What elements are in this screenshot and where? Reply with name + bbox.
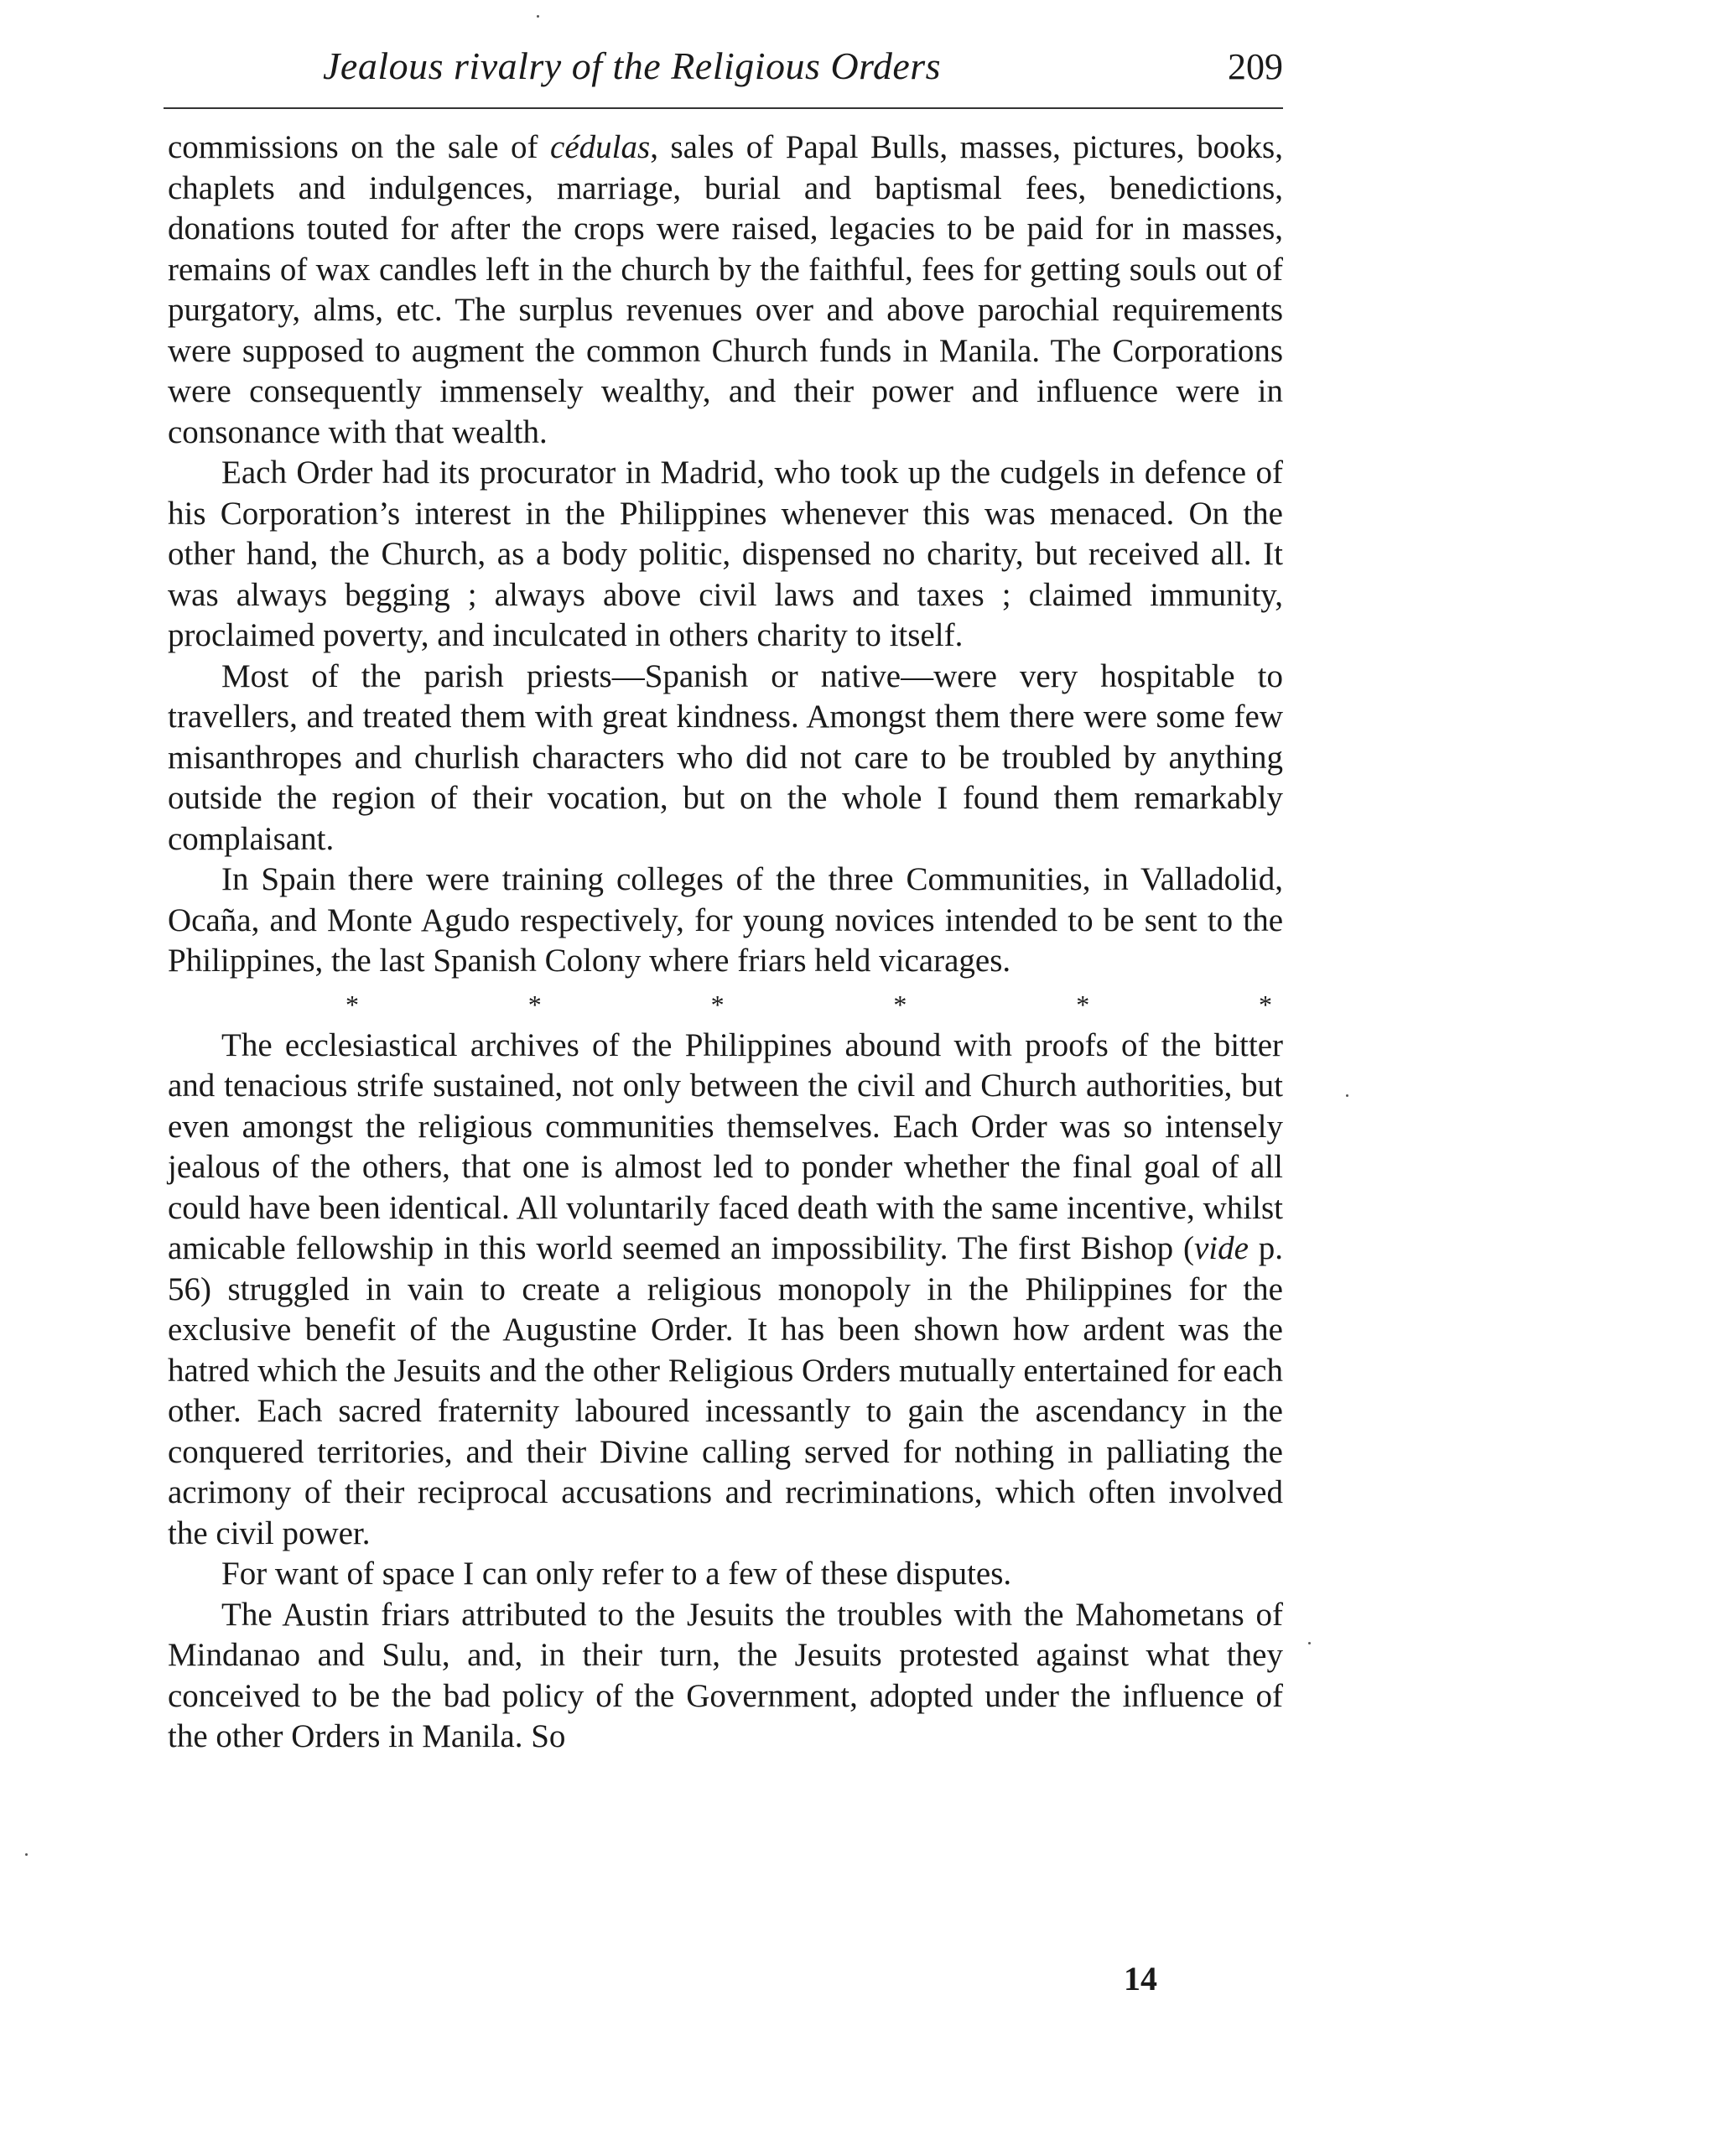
section-break-star: *: [527, 989, 542, 1020]
cedulas-italic: cédulas: [550, 129, 651, 165]
scan-speck: [537, 15, 539, 18]
paragraph-5-text-a: The ecclesiastical archives of the Philippines abound with proofs of the bitter and tenacious strife sustained, not only between the civil and Church authorities, but even amongst the religious communities themselves. Each Order was so intensely jealous of the others, that one is almost led to ponder whether the final goal of all could have been identical. All voluntarily faced death with the same incentive, whilst amicable fellowship in this world seemed an impossibility. The first Bishop (: [168, 1026, 1283, 1266]
section-break: [345, 990, 1272, 1019]
paragraph-5-text-b: p. 56) struggled in vain to create a religious monopoly in the Philippines for the exclusive benefit of the Augustine Order. It has been shown how ardent was the hatred which the Jesuits and the other Religious Orders mutually entertained for each other. Each sacred fraternity laboured incessantly to gain the ascendancy in the conquered territories, and their Divine calling served for nothing in palliating the acrimony of their reciprocal accusations and recriminations, which often involved the civil power.: [168, 1230, 1284, 1551]
paragraph-7: The Austin friars attributed to the Jesuits the troubles with the Mahometans of Mindanao and Sulu, and, in their turn, the Jesuits protested against what they conceived to be the bad policy of the Government, adopted under the influence of the other Orders in Manila. So: [168, 1596, 1283, 1754]
body-text: [168, 127, 1283, 1758]
scan-speck: [25, 1853, 28, 1856]
paragraph-1-text-a: commissions on the sale of: [168, 129, 551, 165]
paragraph-4: In Spain there were training colleges of the three Communities, in Valladolid, Ocaña, and Monte Agudo respectively, for young novices intended to be sent to the Philippines, the last Spanish Colony where friars held vicarages.: [168, 861, 1283, 979]
header-rule: [164, 107, 1283, 109]
paragraph-5: [168, 1026, 1283, 1555]
paragraph-3: Most of the parish priests—Spanish or native—were very hospitable to travellers, and treated them with great kindness. Amongst them there were some few misanthropes and churlish characters who did not care to be troubled by anything outside the region of their vocation, but on the whole I found them remarkably complaisant.: [168, 657, 1283, 857]
section-break-star: *: [345, 989, 359, 1020]
section-break-star: *: [893, 989, 907, 1020]
vide-italic: vide: [1193, 1230, 1249, 1266]
signature-mark: 14: [1124, 1960, 1157, 1998]
page-header: [168, 44, 1283, 102]
section-break-star: *: [1258, 989, 1272, 1020]
scan-speck: [1308, 1642, 1311, 1644]
paragraph-1-text-b: , sales of Papal Bulls, masses, pictures, books, chaplets and indulgences, marriage, burial and baptismal fees, benedictions, donations touted for after the crops were raised, legacies to be paid for in masses, remains of wax candles left in the church by the faithful, fees for getting souls out of purgatory, alms, etc. The surplus revenues over and above parochial requirements were supposed to augment the common Church funds in Manila. The Corporations were consequently immensely wealthy, and their power and influence were in consonance with that wealth.: [168, 129, 1283, 450]
section-break-star: *: [1076, 989, 1090, 1020]
page-number: 209: [1228, 46, 1283, 87]
paragraph-2: Each Order had its procurator in Madrid, who took up the cudgels in defence of his Corporation’s interest in the Philippines whenever this was menaced. On the other hand, the Church, as a body politic, dispensed no charity, but received all. It was always begging ; always above civil laws and taxes ; claimed immunity, proclaimed poverty, and inculcated in others charity to itself.: [168, 455, 1283, 653]
section-break-star: *: [710, 989, 725, 1020]
paragraph-6: For want of space I can only refer to a few of these disputes.: [221, 1556, 1012, 1592]
running-title: Jealous rivalry of the Religious Orders: [323, 44, 942, 87]
paragraph-1: [168, 127, 1283, 453]
scan-speck: [1346, 1094, 1348, 1097]
